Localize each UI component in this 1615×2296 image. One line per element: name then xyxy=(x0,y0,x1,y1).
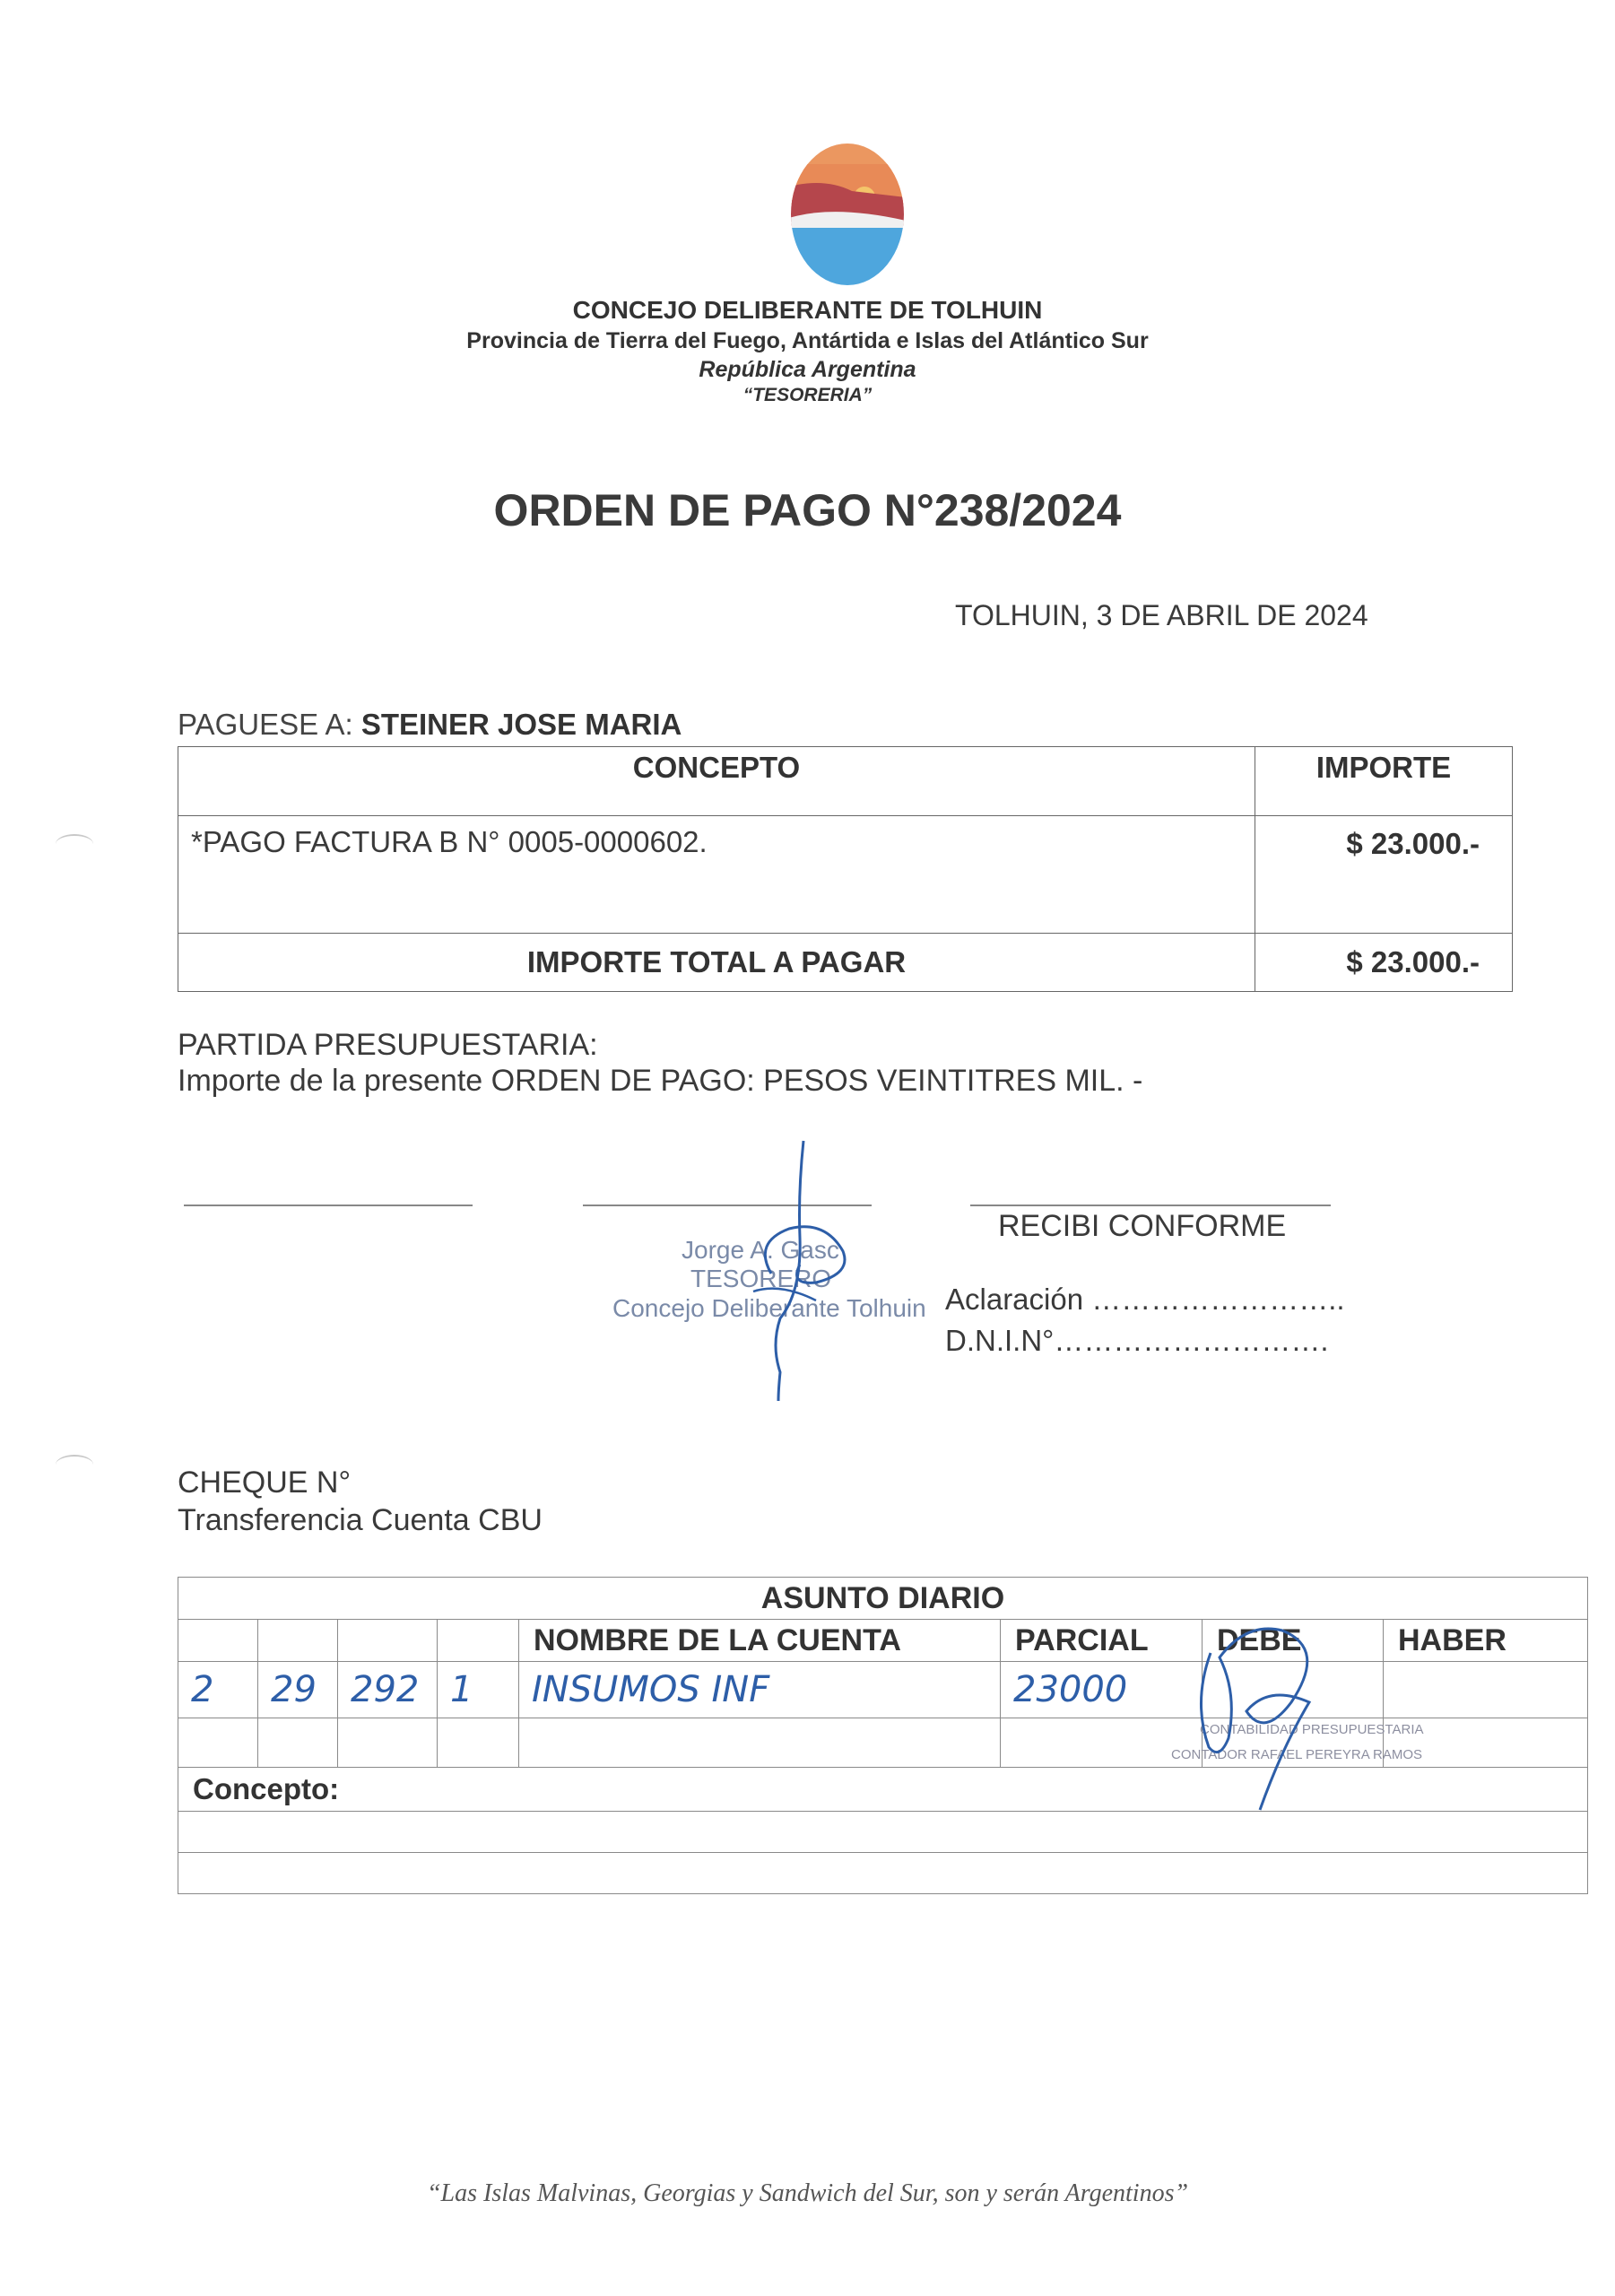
code-1: 2 xyxy=(178,1662,258,1718)
received-conform-label: RECIBI CONFORME xyxy=(998,1209,1287,1243)
code-3: 292 xyxy=(338,1662,438,1718)
concept-line xyxy=(178,1853,1588,1894)
org-department: “TESORERIA” xyxy=(742,385,873,405)
code-4: 1 xyxy=(438,1662,519,1718)
amount-header: IMPORTE xyxy=(1255,747,1513,816)
punch-hole-mark xyxy=(56,1455,93,1474)
clarification-field: Aclaración …………………….. xyxy=(945,1283,1345,1316)
accounting-stamp-line: CONTADOR RAFAEL PEREYRA RAMOS xyxy=(1171,1747,1423,1762)
approval-initials xyxy=(1184,1604,1381,1819)
document-title: ORDEN DE PAGO N°238/2024 xyxy=(493,485,1122,535)
payee-label: PAGUESE A: xyxy=(178,708,361,741)
sunset-emblem-logo xyxy=(789,142,906,287)
credit-header: HABER xyxy=(1384,1620,1588,1662)
partial-header: PARCIAL xyxy=(1001,1620,1203,1662)
concept-label: Concepto: xyxy=(178,1768,1588,1812)
transfer-label: Transferencia Cuenta CBU xyxy=(178,1503,543,1537)
item-amount: $ 23.000.- xyxy=(1255,816,1513,934)
treasurer-stamp-name: Jorge A. Gasc xyxy=(682,1236,839,1264)
budget-label: PARTIDA PRESUPUESTARIA: xyxy=(178,1028,598,1062)
org-country: República Argentina xyxy=(699,357,916,382)
payment-table xyxy=(178,746,1513,992)
payee-name: STEINER JOSE MARIA xyxy=(360,708,682,741)
dni-field: D.N.I.N°………………………. xyxy=(945,1324,1329,1357)
total-label: IMPORTE TOTAL A PAGAR xyxy=(178,934,1255,992)
total-row xyxy=(178,934,1513,992)
concept-header: CONCEPTO xyxy=(178,747,1255,816)
amount-in-words: Importe de la presente ORDEN DE PAGO: PESOS VEINTITRES MIL. - xyxy=(178,1064,1143,1098)
signature-line xyxy=(970,1205,1331,1206)
total-amount: $ 23.000.- xyxy=(1255,934,1513,992)
table-row xyxy=(178,816,1513,934)
item-concept: *PAGO FACTURA B N° 0005-0000602. xyxy=(178,816,1255,934)
diary-title: ASUNTO DIARIO xyxy=(178,1578,1588,1620)
code-2: 29 xyxy=(258,1662,338,1718)
accounting-stamp-line: CONTABILIDAD PRESUPUESTARIA xyxy=(1200,1722,1424,1737)
punch-hole-mark xyxy=(56,834,93,854)
table-header-row xyxy=(178,747,1513,816)
cheque-label: CHEQUE N° xyxy=(178,1465,352,1500)
account-name: INSUMOS INF xyxy=(519,1662,1001,1718)
footer-motto: “Las Islas Malvinas, Georgias y Sandwich del Sur, son y serán Argentinos” xyxy=(426,2179,1189,2207)
debit-header: DEBE xyxy=(1203,1620,1384,1662)
org-province: Provincia de Tierra del Fuego, Antártida e Islas del Atlántico Sur xyxy=(466,328,1149,353)
partial-amount: 23000 xyxy=(1001,1662,1203,1718)
treasurer-stamp-org: Concejo Deliberante Tolhuin xyxy=(612,1294,926,1322)
treasurer-stamp-title: TESORERO xyxy=(690,1265,832,1292)
account-name-header: NOMBRE DE LA CUENTA xyxy=(519,1620,1001,1662)
document-date: TOLHUIN, 3 DE ABRIL DE 2024 xyxy=(955,599,1368,631)
org-name: CONCEJO DELIBERANTE DE TOLHUIN xyxy=(572,296,1043,324)
payee-line xyxy=(178,708,682,742)
treasurer-signature xyxy=(717,1139,861,1408)
signature-line xyxy=(184,1205,473,1206)
